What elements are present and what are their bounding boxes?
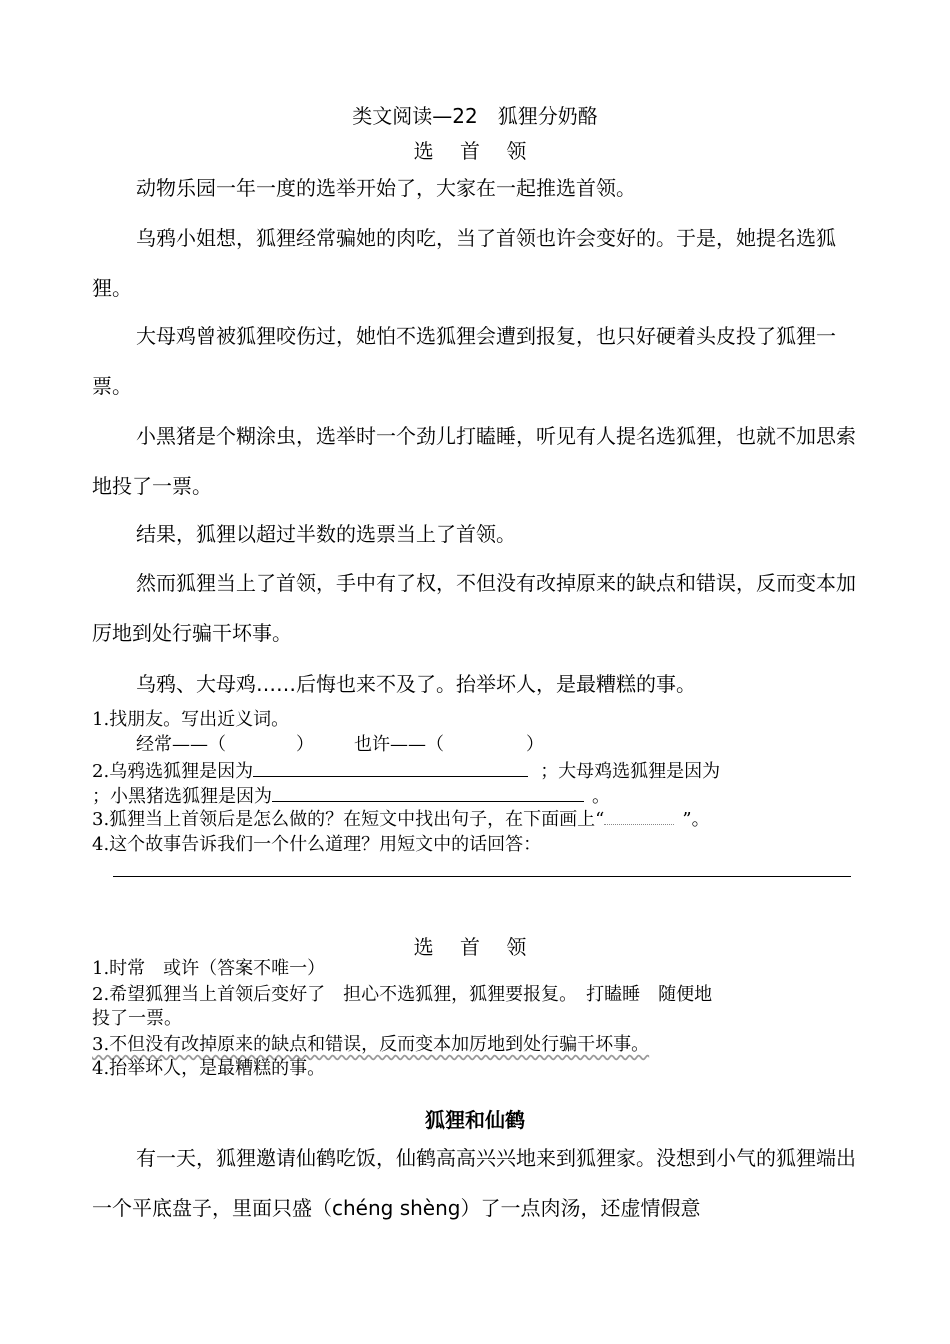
story1-paragraph-4: 小黑猪是个糊涂虫，选举时一个劲儿打瞌睡，听见有人提名选狐狸，也就不加思索地投了一票。 [92,424,856,498]
q2-text-a: 2.乌鸦选狐狸是因为 [92,761,254,782]
story1-paragraph-6: 然而狐狸当上了首领，手中有了权，不但没有改掉原来的缺点和错误，反而变本加厉地到处行骗干坏事。 [92,571,856,645]
q3-text-a: 3.狐狸当上首领后是怎么做的？在短文中找出句子，在下面画上“ [92,809,605,830]
story2-title: 狐狸和仙鹤 [425,1108,525,1132]
answer-1: 1.时常 或许（答案不唯一） [92,958,326,979]
answer-3 [92,1033,649,1057]
answer-2-line-1: 2.希望狐狸当上首领后变好了 担心不选狐狸，狐狸要报复。 打瞌睡 随便地 [92,984,713,1005]
question-4: 4.这个故事告诉我们一个什么道理？用短文中的话回答： [92,834,542,855]
story2-paragraph-1: 有一天，狐狸邀请仙鹤吃饭，仙鹤高高兴兴地来到狐狸家。没想到小气的狐狸端出一个平底盘子，里面只盛（chéng shèng）了一点肉汤，还虚情假意 [92,1146,856,1220]
q2-text-c: ；小黑猪选狐狸是因为 [92,786,272,807]
story1-paragraph-5: 结果，狐狸以超过半数的选票当上了首领。 [136,522,516,546]
question-1-blanks [136,733,544,757]
q3-text-b: ”。 [682,809,710,830]
story1-paragraph-3: 大母鸡曾被狐狸咬伤过，她怕不选狐狸会遭到报复，也只好硬着头皮投了狐狸一票。 [92,324,836,398]
answer-4: 4.抬举坏人，是最糟糕的事。 [92,1058,326,1079]
answer-2-line-2: 投了一票。 [92,1008,182,1029]
q1-word-a: 经常——（ [136,734,226,755]
answer-3-text: 3.不但没有改掉原来的缺点和错误，反而变本加厉地到处行骗干坏事。 [92,1034,650,1055]
answer-line[interactable] [113,876,851,877]
wavy-line-sample [604,808,674,825]
question-2-line-1 [92,758,720,784]
story1-title: 选 首 领 [413,139,537,163]
q1-close-a: ） [296,734,314,755]
story1-paragraph-1: 动物乐园一年一度的选举开始了，大家在一起推选首领。 [136,176,636,200]
q2-blank-a[interactable] [253,758,528,777]
story1-paragraph-7: 乌鸦、大母鸡……后悔也来不及了。抬举坏人，是最糟糕的事。 [136,672,696,696]
question-1: 1.找朋友。写出近义词。 [92,709,290,730]
question-3 [92,808,710,832]
q1-word-b: 也许——（ [354,734,444,755]
q1-close-b: ） [526,734,544,755]
q2-text-b: ；大母鸡选狐狸是因为 [540,761,721,782]
q2-text-d: 。 [592,786,610,807]
story1-paragraph-2: 乌鸦小姐想，狐狸经常骗她的肉吃，当了首领也许会变好的。于是，她提名选狐狸。 [92,226,836,300]
answers-title: 选 首 领 [413,935,537,959]
page-title: 类文阅读—22 狐狸分奶酪 [352,104,598,128]
q2-blank-c[interactable] [272,783,584,802]
question-2-line-2 [92,783,610,809]
